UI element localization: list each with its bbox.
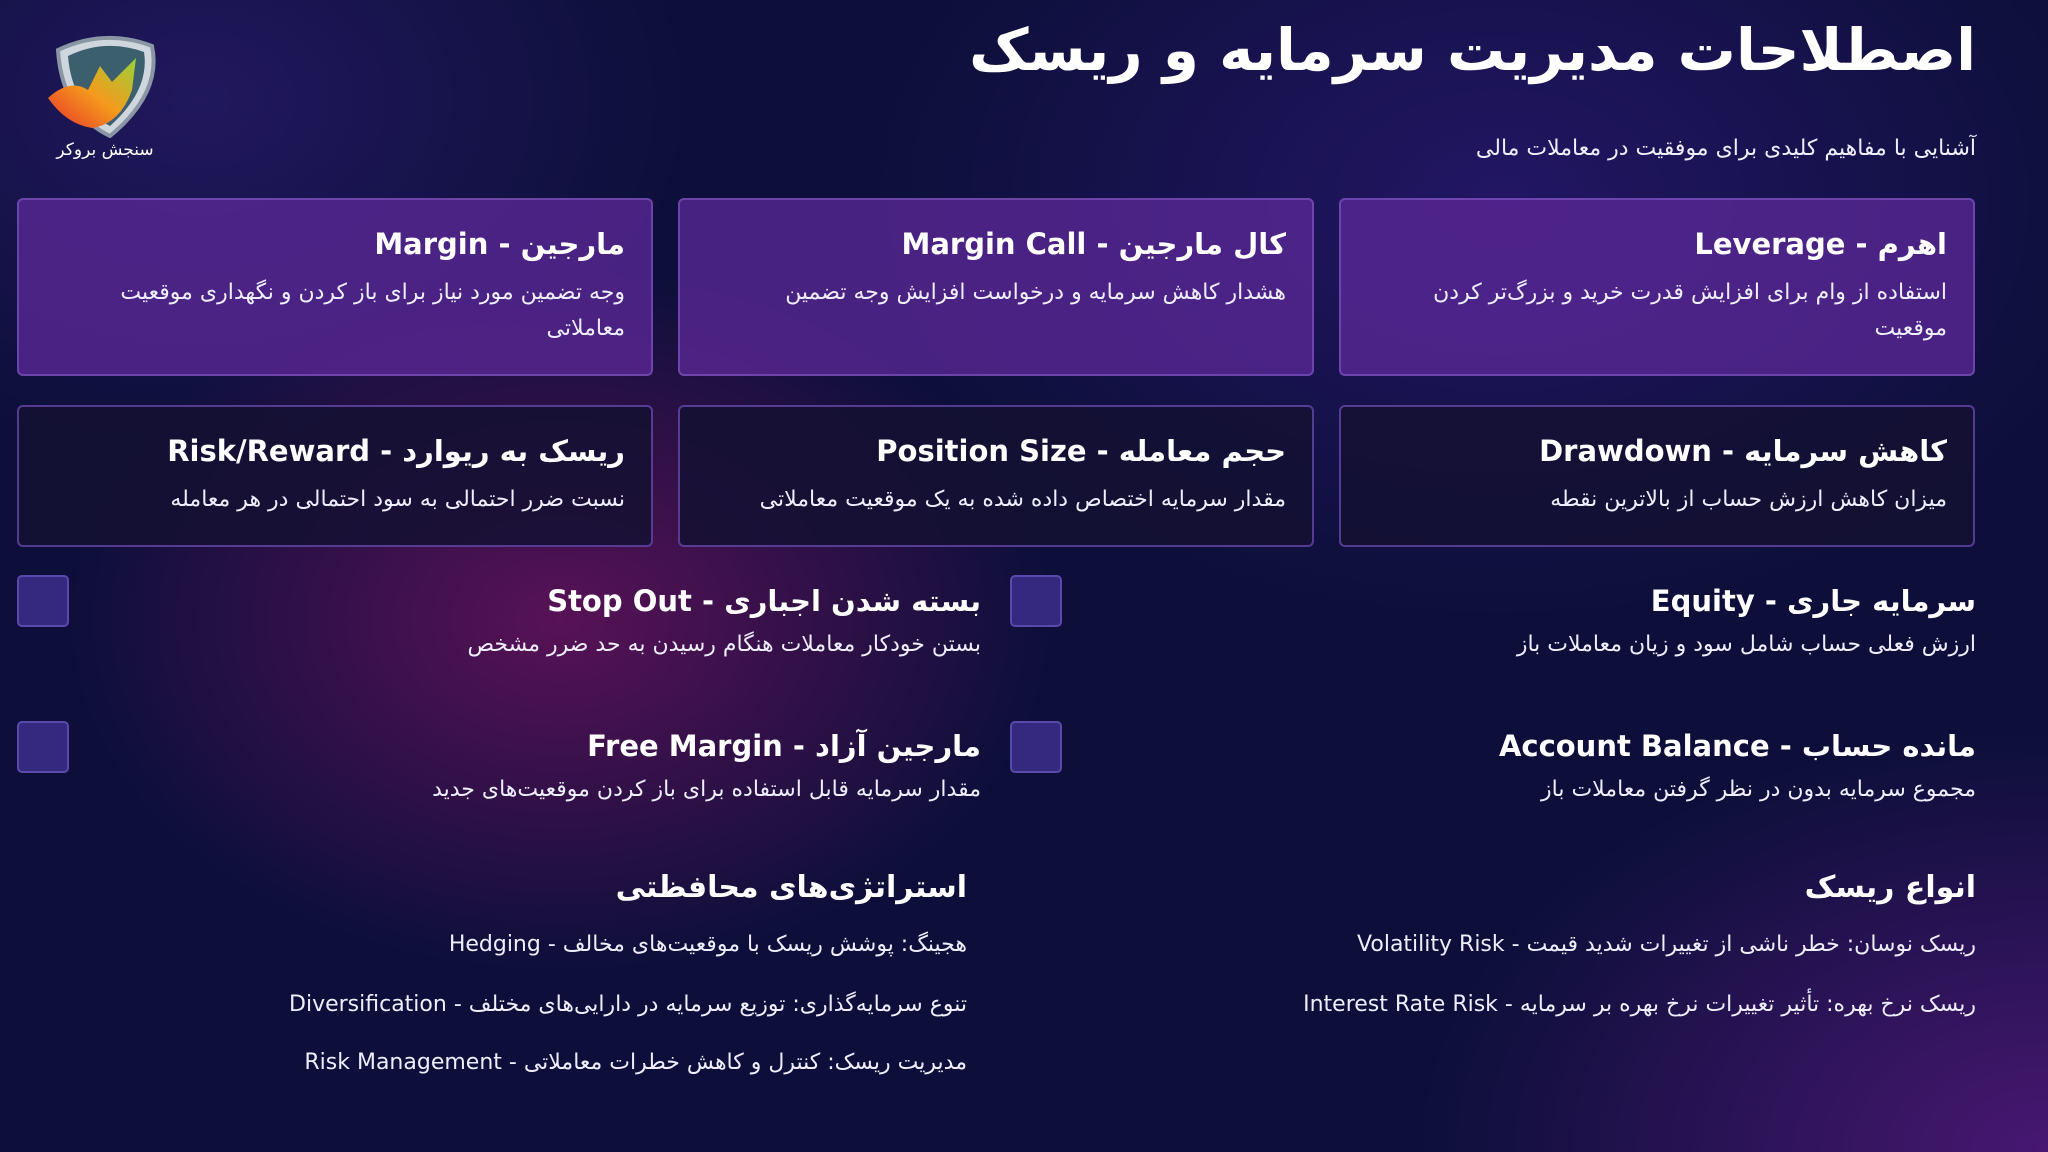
term-title: مانده حساب - Account Balance bbox=[1498, 729, 1976, 763]
card-description: وجه تضمین مورد نیاز برای باز کردن و نگهداری موقعیت معاملاتی bbox=[120, 280, 625, 341]
card-risk-reward bbox=[17, 405, 653, 547]
term-title: سرمایه جاری - Equity bbox=[1650, 584, 1976, 618]
list-item: هجینگ: پوشش ریسک با موقعیت‌های مخالف - Hedging bbox=[448, 932, 967, 957]
strategies-section bbox=[67, 870, 967, 1100]
equity-marker-icon bbox=[1010, 575, 1062, 627]
term-stop-out bbox=[467, 584, 981, 657]
page-title: اصطلاحات مدیریت سرمایه و ریسک bbox=[969, 16, 1976, 84]
card-description: استفاده از وام برای افزایش قدرت خرید و بزرگ‌تر کردن موقعیت bbox=[1433, 280, 1947, 341]
term-description: مقدار سرمایه قابل استفاده برای باز کردن موقعیت‌های جدید bbox=[432, 777, 981, 802]
fox-shield-icon bbox=[40, 28, 170, 138]
card-description: میزان کاهش ارزش حساب از بالاترین نقطه bbox=[1550, 487, 1947, 512]
term-account-balance bbox=[1499, 729, 1976, 802]
section-title: انواع ریسک bbox=[1804, 870, 1976, 905]
term-title: مارجین آزاد - Free Margin bbox=[587, 729, 981, 763]
term-free-margin bbox=[432, 729, 981, 802]
card-drawdown bbox=[1339, 405, 1975, 547]
list-item: تنوع سرمایه‌گذاری: توزیع سرمایه در دارایی‌های مختلف - Diversification bbox=[289, 992, 967, 1017]
card-margin bbox=[17, 198, 653, 376]
card-title: کاهش سرمایه - Drawdown bbox=[1539, 434, 1947, 468]
risk-types-section bbox=[1076, 870, 1976, 1040]
list-item: ریسک نرخ بهره: تأثیر تغییرات نرخ بهره بر سرمایه - Interest Rate Risk bbox=[1303, 992, 1976, 1017]
list-item: مدیریت ریسک: کنترل و کاهش خطرات معاملاتی - Risk Management bbox=[304, 1050, 967, 1075]
brand-name: سنجش بروکر bbox=[56, 140, 154, 160]
card-description: هشدار کاهش سرمایه و درخواست افزایش وجه تضمین bbox=[785, 280, 1286, 305]
stop-out-marker-icon bbox=[17, 575, 69, 627]
free-margin-marker-icon bbox=[17, 721, 69, 773]
term-title: بسته شدن اجباری - Stop Out bbox=[547, 584, 981, 618]
card-leverage bbox=[1339, 198, 1975, 376]
card-description: نسبت ضرر احتمالی به سود احتمالی در هر معامله bbox=[170, 487, 625, 512]
term-description: بستن خودکار معاملات هنگام رسیدن به حد ضرر مشخص bbox=[467, 632, 981, 657]
term-equity bbox=[1517, 584, 1976, 657]
card-title: مارجین - Margin bbox=[374, 227, 625, 261]
card-title: حجم معامله - Position Size bbox=[876, 434, 1286, 468]
card-title: کال مارجین - Margin Call bbox=[901, 227, 1286, 261]
card-position-size bbox=[678, 405, 1314, 547]
page-subtitle: آشنایی با مفاهیم کلیدی برای موفقیت در معاملات مالی bbox=[1475, 136, 1976, 161]
card-margin-call bbox=[678, 198, 1314, 376]
account-balance-marker-icon bbox=[1010, 721, 1062, 773]
card-title: اهرم - Leverage bbox=[1694, 227, 1947, 261]
list-item: ریسک نوسان: خطر ناشی از تغییرات شدید قیمت - Volatility Risk bbox=[1357, 932, 1976, 957]
section-title: استراتژی‌های محافظتی bbox=[615, 870, 967, 905]
brand-logo bbox=[30, 28, 180, 168]
term-description: مجموع سرمایه بدون در نظر گرفتن معاملات باز bbox=[1541, 777, 1976, 802]
term-description: ارزش فعلی حساب شامل سود و زیان معاملات باز bbox=[1516, 632, 1976, 657]
card-title: ریسک به ریوارد - Risk/Reward bbox=[167, 434, 625, 468]
card-description: مقدار سرمایه اختصاص داده شده به یک موقعیت معاملاتی bbox=[759, 487, 1286, 512]
